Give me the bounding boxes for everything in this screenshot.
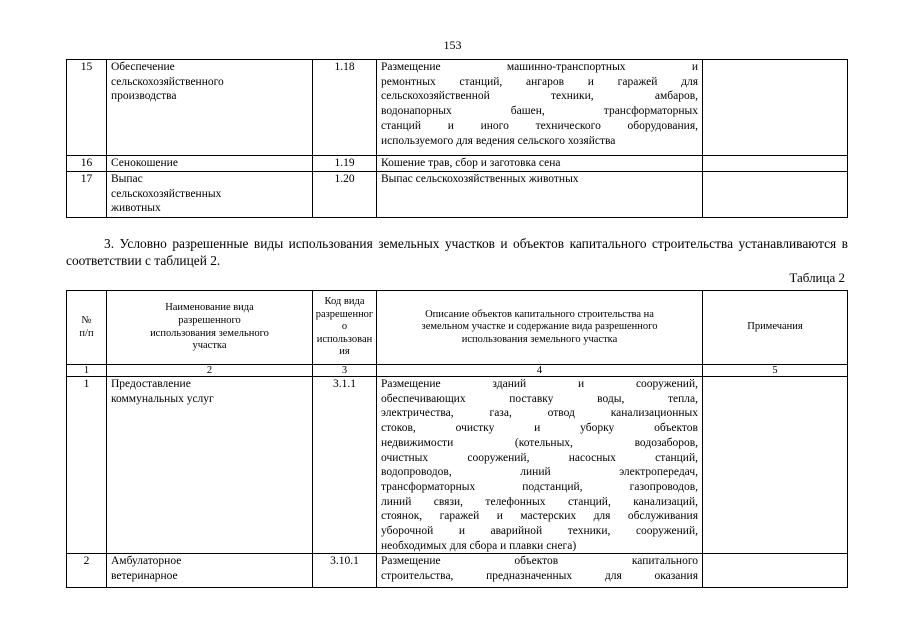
column-index: 4 [377, 365, 703, 377]
row-number-cell: 17 [67, 172, 107, 218]
use-code-cell: 3.10.1 [313, 554, 377, 588]
header-line: разрешенного [178, 314, 241, 326]
column-index: 3 [313, 365, 377, 377]
conditional-use-table [66, 290, 848, 588]
use-name-line: животных [111, 202, 161, 215]
description-line: ремонтных станций, ангаров и гаражей для [381, 75, 698, 88]
header-line: участка [192, 340, 227, 352]
description-cell [377, 156, 703, 172]
header-description [377, 291, 703, 365]
description-line: Размещение зданий и сооружений, [381, 378, 698, 390]
table-header-row [67, 291, 848, 365]
row-number-cell: 15 [67, 60, 107, 156]
note-cell [703, 156, 848, 172]
header-line: № [81, 314, 92, 326]
header-use-code [313, 291, 377, 365]
description-line: станций и иного технического оборудования, [381, 119, 698, 132]
description-line: недвижимости (котельных, водозаборов, [381, 436, 698, 449]
header-line: использования земельного участка [461, 333, 618, 345]
header-line: Код вида [324, 296, 365, 308]
header-line: земельном участке и содержание вида разрешенного [421, 321, 658, 333]
use-name-cell [107, 377, 313, 554]
use-name-cell [107, 156, 313, 172]
note-cell [703, 377, 848, 554]
description-line: обеспечивающих поставку воды, тепла, [381, 392, 698, 405]
description-line: стоков, очистку и уборку объектов [381, 422, 698, 435]
header-line: ия [339, 346, 350, 358]
table-caption: Таблица 2 [789, 270, 845, 285]
use-name-line: сельскохозяйственных [111, 187, 222, 200]
use-code-cell: 3.1.1 [313, 377, 377, 554]
use-name-line: Обеспечение [111, 61, 175, 73]
description-line: водопроводов, линий электропередач, [381, 466, 698, 479]
use-name-line: Сенокошение [111, 157, 178, 169]
use-name-cell [107, 172, 313, 218]
description-line: Размещение машинно-транспортных и [381, 61, 698, 73]
column-index: 5 [703, 365, 848, 377]
table-row [67, 554, 848, 588]
description-cell [377, 377, 703, 554]
row-number-cell: 1 [67, 377, 107, 554]
page-number: 153 [443, 38, 462, 52]
row-number-cell: 16 [67, 156, 107, 172]
use-name-cell [107, 554, 313, 588]
column-index: 1 [67, 365, 107, 377]
header-line: использования земельного [150, 327, 269, 339]
description-line: сельскохозяйственной техники, амбаров, [381, 90, 698, 103]
header-line: Описание объектов капитального строительства на [425, 308, 654, 320]
use-name-cell [107, 60, 313, 156]
table-row [67, 156, 848, 172]
header-use-name [107, 291, 313, 365]
header-line: п/п [79, 327, 94, 339]
note-cell [703, 554, 848, 588]
description-line: необходимых для сбора и плавки снега) [381, 539, 577, 552]
column-index: 2 [107, 365, 313, 377]
description-line: стоянок, гаражей и мастерских для обслуживания [381, 510, 698, 523]
header-number [67, 291, 107, 365]
description-line: Выпас сельскохозяйственных животных [381, 173, 579, 185]
table-row [67, 60, 848, 156]
description-line: Размещение объектов капитального [381, 555, 698, 568]
use-name-line: Предоставление [111, 378, 191, 390]
description-line: электричества, газа, отвод канализационных [381, 407, 698, 420]
description-cell [377, 60, 703, 156]
header-notes: Примечания [703, 291, 848, 365]
use-name-line: производства [111, 90, 177, 103]
table-row [67, 172, 848, 218]
use-code-cell: 1.18 [313, 60, 377, 156]
use-name-line: Амбулаторное [111, 555, 182, 568]
header-line: использован [316, 333, 373, 345]
use-name-line: коммунальных услуг [111, 392, 214, 405]
description-line: очистных сооружений, насосных станций, [381, 451, 698, 464]
description-cell [377, 554, 703, 588]
table-row [67, 377, 848, 554]
header-line: о [341, 321, 348, 333]
description-line: строительства, предназначенных для оказания [381, 570, 698, 583]
column-index-row [67, 365, 848, 377]
description-line: Кошение трав, сбор и заготовка сена [381, 157, 561, 169]
row-number-cell: 2 [67, 554, 107, 588]
use-name-line: ветеринарное [111, 570, 178, 583]
use-code-cell: 1.19 [313, 156, 377, 172]
header-line: Наименование вида [165, 302, 254, 314]
note-cell [703, 172, 848, 218]
header-line: разрешенног [315, 308, 374, 320]
description-line: трансформаторных подстанций, газопроводов, [381, 480, 698, 493]
use-name-line: сельскохозяйственного [111, 75, 224, 88]
description-line: линий связи, телефонных станций, канализаций, [381, 495, 698, 508]
permitted-use-table-continued [66, 59, 848, 218]
section-paragraph: 3. Условно разрешенные виды использования земельных участков и объектов капитального строительства устанавливаются в соответствии с таблицей 2. [66, 236, 848, 268]
description-line: водонапорных башен, трансформаторных [381, 105, 698, 118]
use-code-cell: 1.20 [313, 172, 377, 218]
note-cell [703, 60, 848, 156]
description-line: используемого для ведения сельского хозяйства [381, 134, 616, 147]
description-cell [377, 172, 703, 218]
description-line: уборочной и аварийной техники, сооружений, [381, 525, 698, 538]
use-name-line: Выпас [111, 173, 143, 185]
